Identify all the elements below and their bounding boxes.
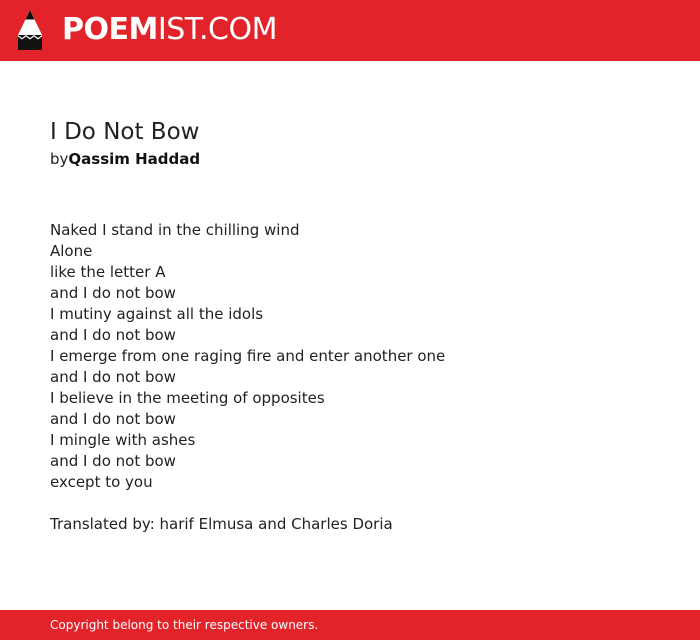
poem-line: I emerge from one raging fire and enter another one	[50, 347, 446, 365]
site-footer	[0, 610, 700, 640]
poem-line: and I do not bow	[50, 410, 176, 428]
byline-prefix: by	[50, 150, 69, 168]
site-header	[0, 0, 700, 61]
author-link[interactable]: Qassim Haddad	[68, 150, 201, 168]
poem-body	[50, 220, 670, 493]
poem-line: I mingle with ashes	[50, 431, 196, 449]
site-brand	[62, 9, 277, 51]
home-logo-link[interactable]	[17, 9, 277, 51]
poem-title: I Do Not Bow	[50, 119, 200, 145]
poem-line: and I do not bow	[50, 326, 176, 344]
poem-line: Naked I stand in the chilling wind	[50, 221, 300, 239]
brand-light-text: IST.COM	[157, 12, 277, 47]
pencil-tip-icon	[17, 9, 43, 51]
poem-line: and I do not bow	[50, 368, 176, 386]
poem-line: except to you	[50, 473, 153, 491]
copyright-notice: Copyright belong to their respective owners.	[50, 618, 319, 632]
poem-byline	[50, 148, 670, 170]
translation-credit: Translated by: harif Elmusa and Charles Doria	[50, 515, 393, 533]
poem-line: like the letter A	[50, 263, 166, 281]
poem-line: and I do not bow	[50, 284, 176, 302]
poem-line: Alone	[50, 242, 93, 260]
brand-bold-text: POEM	[62, 12, 158, 47]
poem-line: I believe in the meeting of opposites	[50, 389, 325, 407]
poem-line: and I do not bow	[50, 452, 176, 470]
poem-line: I mutiny against all the idols	[50, 305, 264, 323]
poem-content	[50, 116, 670, 535]
